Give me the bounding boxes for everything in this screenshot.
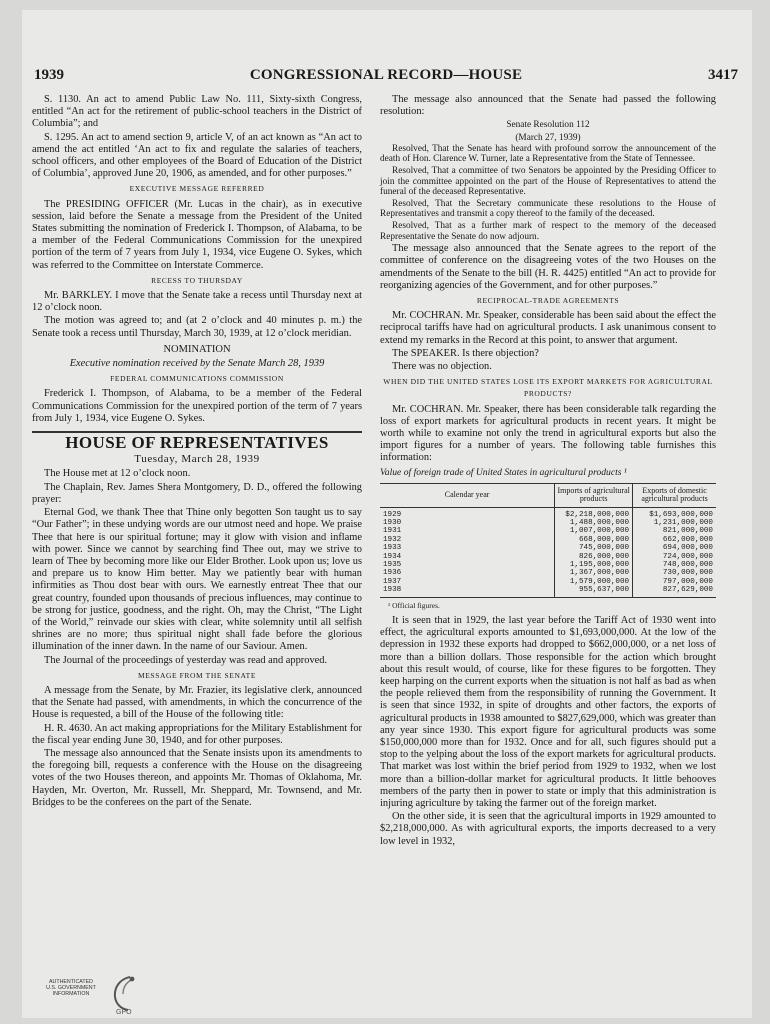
exports-cell: 748,000,000 <box>633 561 716 569</box>
exports-cell: 724,000,000 <box>633 553 716 561</box>
year-cell: 1929 <box>383 510 402 519</box>
resolution-title: Senate Resolution 112 <box>506 120 590 131</box>
eagle-logo-icon <box>106 973 140 1015</box>
paragraph: Frederick I. Thompson, of Alabama, to be a member of the Federal Communications Commission for the unexpired portion of the term of 7 years from July 1, 1934, vice Eugene O. Sykes. <box>32 388 362 424</box>
resolution-clause: Resolved, That the Senate has heard with profound sorrow the announcement of the death of Hon. Clarence W. Turner, late a Representative from the State of Tennessee. <box>380 143 716 165</box>
paragraph: H. R. 4630. An act making appropriations for the Military Establishment for the fiscal year ending June 30, 1940, and for other purposes. <box>32 722 362 746</box>
imports-cell: $2,218,000,000 <box>555 507 633 519</box>
imports-cell: 1,367,000,000 <box>555 569 633 577</box>
year-cell: 1935 <box>383 561 402 570</box>
section-heading: RECESS TO THURSDAY <box>151 275 243 285</box>
paragraph: The motion was agreed to; and (at 2 o’clock and 40 minutes p. m.) the Senate took a recess until Thursday, March 30, 1939, at 12 o’clock meridian. <box>32 315 362 339</box>
resolution-clause: Resolved, That the Secretary communicate these resolutions to the House of Representatives and transmit a copy thereof to the family of the deceased. <box>380 198 716 220</box>
header-page-number: 3417 <box>708 67 738 83</box>
year-cell: 1934 <box>383 552 402 561</box>
table-row <box>380 578 716 586</box>
house-title: HOUSE OF REPRESENTATIVES <box>32 431 362 449</box>
imports-cell: 1,007,000,000 <box>555 527 633 535</box>
paragraph: A message from the Senate, by Mr. Frazier, its legislative clerk, announced that the Senate had passed, with amendments, in which the concurrence of the House is requested, a bill of the House of the following title: <box>32 684 362 721</box>
table-row <box>380 561 716 569</box>
gpo-seal-text: AUTHENTICATED U.S. GOVERNMENT INFORMATION <box>46 979 96 998</box>
nomination-subheading: Executive nomination received by the Senate March 28, 1939 <box>69 358 325 370</box>
paragraph: The PRESIDING OFFICER (Mr. Lucas in the chair), as in executive session, laid before the Senate a message from the President of the United States submitting the nomination of Frederick I. Thompson, of Alabama, to be a member of the Federal Communications Commission for the unexpired portion of the term of 7 years from July 1, 1934, vice Eugene O. Sykes, which was referred to the Committee on Interstate Commerce. <box>32 198 362 271</box>
exports-cell: 827,629,000 <box>633 586 716 597</box>
exports-cell: 730,000,000 <box>633 569 716 577</box>
table-footnote: ¹ Official figures. <box>388 600 440 610</box>
table-body <box>380 507 716 597</box>
session-date: Tuesday, March 28, 1939 <box>134 453 260 466</box>
section-heading: EXECUTIVE MESSAGE REFERRED <box>129 184 265 194</box>
exports-cell: 694,000,000 <box>633 544 716 552</box>
paragraph: The SPEAKER. Is there objection? <box>392 347 539 359</box>
imports-cell: 1,488,000,000 <box>555 519 633 527</box>
paragraph: It is seen that in 1929, the last year before the Tariff Act of 1930 went into effect, the agricultural exports amounted to $1,693,000,000. At the low of the depression in 1932 these exports had dropped to $662,000,000, or a net loss of more than a billion dollars. Those responsible for the action which brought about this result would, of course, like for these figures to be forgotten. They keep harping on the current exports when the situation is not half as bad as when the people relieved them from the responsibility of running the Government. It is seen that since 1932, in spite of droughts and other factors, the exports of agricultural products in 1938 amounted to $827,629,000, which was greater than any year since 1930. This export figure for agricultural products was some $150,000,000 more than for 1932. Once and for all, such figures should put a stop to the yelping about the loss of the export markets for agricultural products. That market was lost within the brief period from 1929 to 1932, when we lost more than a billion-dollar market for agricultural products. It little behooves members of the party then in power to state or imply that this administration is injuring agriculture by taking the farmer out of the foreign market. <box>380 614 716 809</box>
column-header: Calendar year <box>380 483 555 507</box>
prayer-paragraph: Eternal God, we thank Thee that Thine only begotten Son taught us to say “Our Father”; in these undying words are our utmost need and hope. We praise Thee that here is our spiritual fortune; may it glow with vision and inflame with power. Since we cannot by searching find Thee out, may we strive to learn of Thee by becoming more like our Elder Brother. Look upon us; love us and prepare us to know Him better. May we patiently bear with human infirmities as Thou dost bear with ours. We earnestly entreat Thee that our great country, founded upon thousands of precious influences, may continue to be strong for justice, goodness, and the right. Oh, may the Christ, “The Light of the World,” reinvade our skies with clear, white solemnity until all selfish shrines are no more; thus spiritual night shall fade before the glorious illumination of the inner dawn. In the name of our Saviour. Amen. <box>32 507 362 653</box>
year-cell: 1933 <box>383 544 402 553</box>
paragraph: S. 1130. An act to amend Public Law No. 111, Sixty-sixth Congress, entitled “An act for the retirement of public-school teachers in the District of Columbia”; and <box>32 94 362 130</box>
table-row <box>380 519 716 527</box>
table-row <box>380 553 716 561</box>
exports-cell: 662,000,000 <box>633 536 716 544</box>
table-row <box>380 586 716 597</box>
section-heading: FEDERAL COMMUNICATIONS COMMISSION <box>110 374 284 384</box>
resolution-clause: Resolved, That as a further mark of respect to the memory of the deceased Representative the Senate do now adjourn. <box>380 220 716 242</box>
paragraph: The message also announced that the Senate had passed the following resolution: <box>380 94 716 118</box>
paragraph: Mr. COCHRAN. Mr. Speaker, considerable has been said about the effect the reciprocal tariffs have had on agricultural products. I ask unanimous consent to extend my remarks in the Record at this point, to answer that argument. <box>380 310 716 346</box>
year-cell: 1931 <box>383 527 402 536</box>
right-column <box>380 94 716 849</box>
paragraph: Mr. COCHRAN. Mr. Speaker, there has been considerable talk regarding the loss of export markets for agricultural products in recent years. It might be worth while to examine not only the trend in agricultural exports but also the import figures for a number of years. The following table furnishes this information: <box>380 403 716 464</box>
year-cell: 1932 <box>383 535 402 544</box>
svg-text:GPO: GPO <box>116 1009 132 1015</box>
imports-cell: 1,579,000,000 <box>555 578 633 586</box>
year-cell: 1938 <box>380 586 555 597</box>
imports-cell: 745,000,000 <box>555 544 633 552</box>
column-header: Exports of domestic agricultural products <box>633 483 716 507</box>
table-row <box>380 527 716 535</box>
paragraph: The Journal of the proceedings of yesterday was read and approved. <box>44 654 328 666</box>
imports-cell: 826,000,000 <box>555 553 633 561</box>
trade-table <box>380 483 716 598</box>
section-heading: MESSAGE FROM THE SENATE <box>137 670 257 680</box>
imports-cell: 668,000,000 <box>555 536 633 544</box>
table-row <box>380 569 716 577</box>
resolution-date: (March 27, 1939) <box>515 132 581 143</box>
paragraph: The House met at 12 o’clock noon. <box>44 468 191 480</box>
nomination-heading: NOMINATION <box>163 343 231 355</box>
header-title: CONGRESSIONAL RECORD—HOUSE <box>249 67 523 83</box>
paragraph: The Chaplain, Rev. James Shera Montgomery, D. D., offered the following prayer: <box>32 481 362 505</box>
left-column <box>32 94 362 810</box>
year-cell: 1936 <box>383 569 402 578</box>
paragraph: The message also announced that the Senate agrees to the report of the committee of conference on the disagreeing votes of the two Houses on the amendments of the Senate to the bill (H. R. 4425) entitled “An act to provide for reorganizing agencies of the Government, and for other purposes.” <box>380 243 716 291</box>
document-page <box>22 10 752 1018</box>
section-heading: RECIPROCAL-TRADE AGREEMENTS <box>476 295 620 305</box>
running-header <box>34 67 738 89</box>
paragraph: There was no objection. <box>392 360 492 372</box>
header-year: 1939 <box>34 67 64 83</box>
exports-cell: 821,000,000 <box>633 527 716 535</box>
exports-cell: 797,000,000 <box>633 578 716 586</box>
table-row <box>380 507 716 519</box>
table-row <box>380 536 716 544</box>
resolution-clause: Resolved, That a committee of two Senators be appointed by the Presiding Officer to join the committee appointed on the part of the House of Representatives to attend the funeral of the deceased Representative. <box>380 166 716 198</box>
paragraph: The message also announced that the Senate insists upon its amendments to the foregoing bill, requests a conference with the House on the disagreeing votes of the two Houses thereon, and appoints Mr. Thomas of Oklahoma, Mr. Hayden, Mr. Overton, Mr. Russell, Mr. Sheppard, Mr. Townsend, and Mr. Bridges to be the conferees on the part of the Senate. <box>32 747 362 808</box>
table-row <box>380 544 716 552</box>
imports-cell: 955,637,000 <box>555 586 633 597</box>
paragraph: On the other side, it is seen that the agricultural imports in 1929 amounted to $2,218,000,000. As with agricultural exports, the imports decreased to a very low level in 1932, <box>380 811 716 847</box>
exports-cell: 1,231,000,000 <box>633 519 716 527</box>
paragraph: Mr. BARKLEY. I move that the Senate take a recess until Thursday next at 12 o’clock noon. <box>32 290 362 314</box>
section-heading: WHEN DID THE UNITED STATES LOSE ITS EXPORT MARKETS FOR AGRICULTURAL PRODUCTS? <box>383 377 713 399</box>
table-header-row <box>380 483 716 507</box>
table-caption: Value of foreign trade of United States in agricultural products ¹ <box>380 466 627 478</box>
gpo-authentication-seal <box>40 973 140 1017</box>
exports-cell: $1,693,000,000 <box>633 507 716 519</box>
year-cell: 1937 <box>383 577 402 586</box>
paragraph: S. 1295. An act to amend section 9, article V, of an act known as “An act to amend the act entitled ‘An act to fix and regulate the salaries of teachers, school officers, and other employees of the Board of Education of the District of Columbia’, approved June 20, 1906, as amended, and for other purposes.” <box>32 131 362 180</box>
column-header: Imports of agricultural products <box>555 483 633 507</box>
imports-cell: 1,195,000,000 <box>555 561 633 569</box>
year-cell: 1930 <box>383 519 402 528</box>
